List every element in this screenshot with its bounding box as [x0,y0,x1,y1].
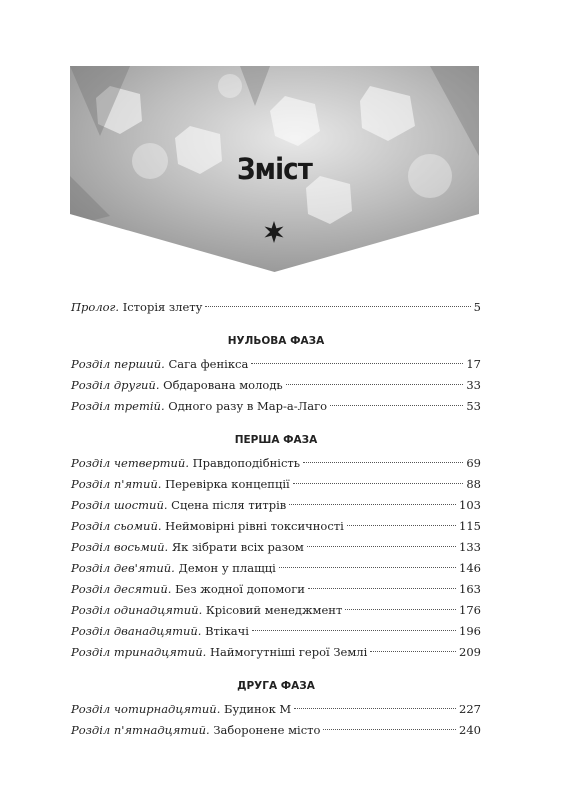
toc-entry [71,642,481,663]
section-heading: ДРУГА ФАЗА [237,680,315,692]
dot-leader [289,503,456,505]
dot-leader [286,383,464,385]
dot-leader [293,482,464,484]
toc-entry [71,516,481,537]
dot-leader [294,707,456,709]
entry-label: Розділ тринадцятий. [71,645,207,659]
entry-title: Наймогутніші герої Землі [209,645,368,659]
entry-page: 69 [466,456,481,470]
entry-title: Без жодної допомоги [175,582,305,596]
dot-leader [303,461,463,463]
entry-page: 103 [459,498,481,512]
entry-title: Будинок М [224,702,292,716]
entry-label: Розділ третій. [71,399,165,413]
toc-entry [71,474,481,495]
entry-label: Розділ дванадцятий. [71,624,202,638]
entry-label: Розділ шостий. [71,498,168,512]
toc-entry-prologue [71,297,481,318]
entry-label: Розділ сьомий. [71,519,162,533]
entry-label: Розділ восьмий. [71,540,169,554]
dot-leader [251,362,463,364]
dot-leader [279,566,456,568]
entry-title: Правдоподібність [192,456,301,470]
entry-label: Пролог. [71,300,120,314]
dot-leader [370,650,456,652]
dot-leader [307,545,456,547]
entry-page: 240 [459,723,481,737]
dot-leader [345,608,456,610]
toc-entry [71,621,481,642]
section-heading: ПЕРША ФАЗА [234,434,318,446]
toc-entry [71,537,481,558]
dot-leader [205,305,470,307]
section-heading: НУЛЬОВА ФАЗА [227,335,325,347]
entry-page: 115 [459,519,481,533]
toc-entry [71,375,481,396]
entry-page: 53 [466,399,481,413]
entry-title: Крісовий менеджмент [205,603,343,617]
toc-entry [71,600,481,621]
entry-page: 5 [473,300,481,314]
entry-label: Розділ одинадцятий. [71,603,203,617]
entry-title: Сцена після титрів [171,498,287,512]
entry-page: 133 [459,540,481,554]
entry-label: Розділ п'ятий. [71,477,162,491]
toc-entry [71,579,481,600]
entry-label: Розділ десятий. [71,582,172,596]
entry-title: Демон у плащці [178,561,276,575]
entry-page: 146 [459,561,481,575]
table-of-contents [71,297,481,741]
entry-page: 88 [466,477,481,491]
entry-page: 196 [459,624,481,638]
entry-title: Заборонене місто [213,723,321,737]
entry-label: Розділ дев'ятий. [71,561,175,575]
entry-label: Розділ четвертий. [71,456,189,470]
toc-entry [71,396,481,417]
entry-page: 227 [459,702,481,716]
entry-title: Сага феніксa [168,357,249,371]
entry-label: Розділ другий. [71,378,160,392]
entry-label: Розділ перший. [71,357,165,371]
entry-page: 176 [459,603,481,617]
entry-title: Перевірка концепції [165,477,290,491]
toc-entry [71,699,481,720]
entry-page: 17 [466,357,481,371]
dot-leader [308,587,456,589]
entry-label: Розділ п'ятнадцятий. [71,723,210,737]
entry-page: 163 [459,582,481,596]
entry-title: Одного разу в Мар-а-Лаго [168,399,328,413]
entry-label: Розділ чотирнадцятий. [71,702,221,716]
dot-leader [252,629,456,631]
header-banner [70,66,479,272]
toc-entry [71,453,481,474]
entry-page: 209 [459,645,481,659]
toc-entry [71,558,481,579]
toc-entry [71,720,481,741]
entry-title: Як зібрати всіх разом [171,540,304,554]
entry-title: Неймовірні рівні токсичності [165,519,344,533]
dot-leader [330,404,463,406]
dot-leader [347,524,456,526]
dot-leader [323,728,456,730]
entry-page: 33 [466,378,481,392]
entry-title: Історія злету [122,300,203,314]
toc-entry [71,354,481,375]
entry-title: Обдарована молодь [163,378,283,392]
entry-title: Втікачі [205,624,249,638]
page-title: Зміст [237,152,312,186]
toc-entry [71,495,481,516]
